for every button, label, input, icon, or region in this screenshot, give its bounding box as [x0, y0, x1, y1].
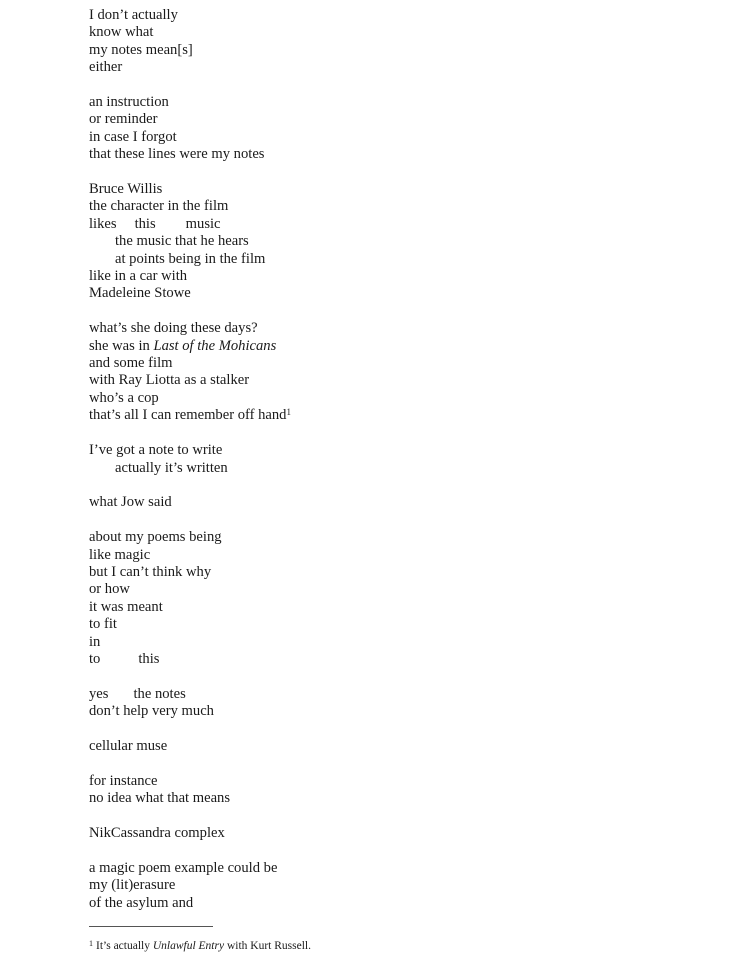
word: this — [134, 215, 156, 232]
poem-line: but I can’t think why — [89, 563, 212, 580]
footnote — [89, 937, 311, 953]
poem-line: I’ve got a note to write — [89, 442, 223, 459]
word: to — [89, 650, 101, 667]
stanza-10 — [89, 773, 291, 808]
footnote-reference[interactable]: 1 — [286, 407, 291, 418]
film-title-italic: Last of the Mohicans — [153, 337, 277, 354]
stanza-2 — [89, 94, 291, 164]
stanza-11 — [89, 825, 291, 842]
text: she was in — [89, 337, 154, 354]
poem-line: for instance — [89, 772, 158, 789]
footnote-number: 1 — [89, 939, 93, 948]
stanza-9 — [89, 738, 291, 755]
poem-line-indented: actually it’s written — [115, 459, 228, 476]
stanza-6 — [89, 494, 291, 511]
footnote-text: with Kurt Russell. — [224, 940, 311, 952]
poem-line-spaced — [89, 216, 291, 233]
word: music — [185, 215, 221, 232]
poem-line-spaced — [89, 686, 291, 703]
poem-line: about my poems being — [89, 529, 222, 546]
poem-line: an instruction — [89, 94, 169, 111]
word: this — [138, 650, 160, 667]
poem-line: my notes mean[s] — [89, 41, 193, 58]
poem-line: Bruce Willis — [89, 181, 163, 198]
footnote-divider — [89, 926, 213, 927]
word: the notes — [133, 685, 186, 702]
poem-line: to fit — [89, 616, 117, 633]
poem-line: know what — [89, 24, 154, 41]
poem-line: and some film — [89, 355, 173, 372]
poem-line: what Jow said — [89, 494, 172, 511]
poem-line: no idea what that means — [89, 790, 231, 807]
poem-line: Madeleine Stowe — [89, 285, 191, 302]
poem-line: it was meant — [89, 598, 163, 615]
poem-line: the character in the film — [89, 198, 229, 215]
poem-line: in — [89, 633, 101, 650]
footnote-film-title: Unlawful Entry — [152, 940, 225, 952]
poem-line: what’s she doing these days? — [89, 320, 258, 337]
stanza-7 — [89, 529, 291, 668]
poem-line: in case I forgot — [89, 128, 177, 145]
text: that’s all I can remember off hand — [89, 407, 287, 424]
poem-line: that these lines were my notes — [89, 146, 265, 163]
poem-line: don’t help very much — [89, 703, 214, 720]
poem-line-indented: at points being in the film — [115, 250, 266, 267]
poem-line — [89, 338, 291, 355]
footnote-text: It’s actually — [96, 940, 153, 952]
stanza-4 — [89, 320, 291, 424]
poem-line: or reminder — [89, 111, 158, 128]
poem-line — [89, 407, 291, 424]
poem-line: my (lit)erasure — [89, 877, 176, 894]
poem-line: with Ray Liotta as a stalker — [89, 372, 250, 389]
stanza-1 — [89, 7, 291, 77]
poem-line: like magic — [89, 546, 151, 563]
poem-line: cellular muse — [89, 737, 168, 754]
poem-line: like in a car with — [89, 268, 188, 285]
poem-line: who’s a cop — [89, 389, 159, 406]
poem-line: a magic poem example could be — [89, 859, 278, 876]
stanza-8 — [89, 686, 291, 721]
poem-line: either — [89, 59, 123, 76]
stanza-5 — [89, 442, 291, 477]
poem-line: or how — [89, 581, 130, 598]
stanza-3 — [89, 181, 291, 303]
poem-line-spaced — [89, 651, 291, 668]
poem-line: I don’t actually — [89, 7, 178, 23]
word: likes — [89, 215, 117, 232]
poem-line-indented: the music that he hears — [115, 233, 249, 250]
poem-line: of the asylum and — [89, 894, 194, 911]
stanza-12 — [89, 860, 291, 912]
poem-line: NikCassandra complex — [89, 824, 225, 841]
poem-body — [89, 7, 291, 929]
word: yes — [89, 685, 109, 702]
